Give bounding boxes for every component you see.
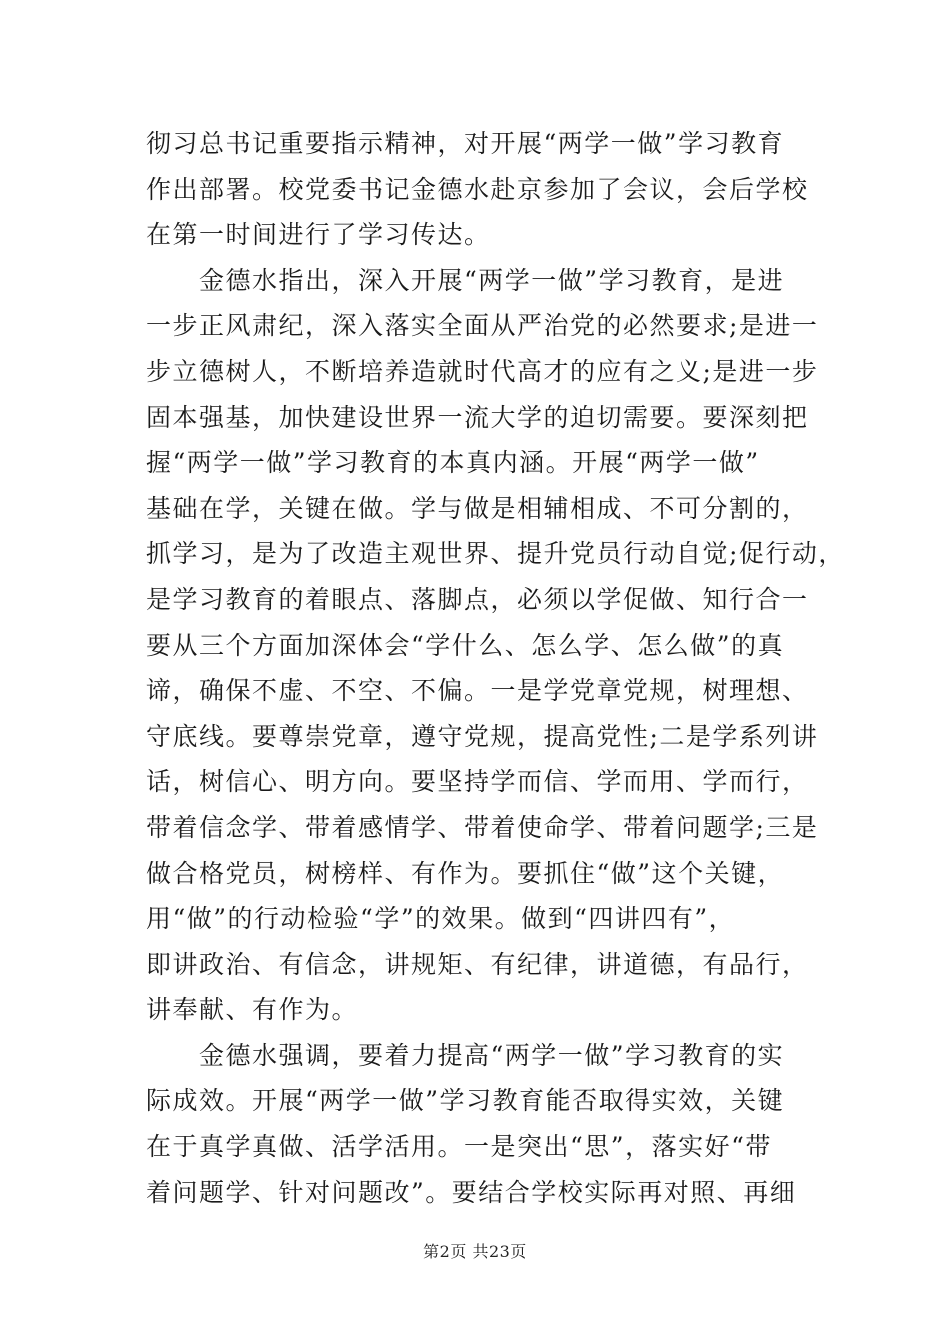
- text-line: 着问题学、针对问题改”。要结合学校实际再对照、再细: [146, 1177, 797, 1207]
- page-footer: [0, 1240, 950, 1264]
- text-line: 际成效。开展“两学一做”学习教育能否取得实效，关键: [146, 1086, 785, 1116]
- text-line: 金德水指出，深入开展“两学一做”学习教育，是进: [146, 265, 785, 295]
- text-line: 在第一时间进行了学习传达。: [146, 220, 491, 250]
- text-line: 谛，确保不虚、不空、不偏。一是学党章党规，树理想、: [146, 676, 809, 706]
- text-line: 即讲政治、有信念，讲规矩、有纪律，讲道德，有品行，: [146, 949, 809, 979]
- text-line: 在于真学真做、活学活用。一是突出“思”，落实好“带: [146, 1132, 772, 1162]
- body-text: [146, 121, 845, 1215]
- text-line: 要从三个方面加深体会“学什么、怎么学、怎么做”的真: [146, 630, 785, 660]
- text-line: 固本强基，加快建设世界一流大学的迫切需要。要深刻把: [146, 402, 809, 432]
- text-line: 握“两学一做”学习教育的本真内涵。开展“两学一做”: [146, 448, 760, 478]
- text-line: 抓学习，是为了改造主观世界、提升党员行动自觉;促行动，: [146, 539, 845, 569]
- text-line: 作出部署。校党委书记金德水赴京参加了会议，会后学校: [146, 174, 809, 204]
- page-number: 第2页 共23页: [423, 1242, 527, 1261]
- text-line: 步立德树人，不断培养造就时代高才的应有之义;是进一步: [146, 356, 819, 386]
- text-line: 金德水强调，要着力提高“两学一做”学习教育的实: [146, 1040, 785, 1070]
- text-line: 带着信念学、带着感情学、带着使命学、带着问题学;三是: [146, 812, 819, 842]
- text-line: 是学习教育的着眼点、落脚点，必须以学促做、知行合一: [146, 584, 809, 614]
- text-line: 基础在学，关键在做。学与做是相辅相成、不可分割的，: [146, 493, 809, 523]
- text-line: 话，树信心、明方向。要坚持学而信、学而用、学而行，: [146, 767, 809, 797]
- text-line: 讲奉献、有作为。: [146, 995, 359, 1025]
- text-line: 守底线。要尊崇党章，遵守党规，提高党性;二是学系列讲: [146, 721, 819, 751]
- text-line: 用“做”的行动检验“学”的效果。做到“四讲四有”，: [146, 904, 736, 934]
- text-line: 做合格党员，树榜样、有作为。要抓住“做”这个关键，: [146, 858, 785, 888]
- text-line: 一步正风肃纪，深入落实全面从严治党的必然要求;是进一: [146, 311, 819, 341]
- text-line: 彻习总书记重要指示精神，对开展“两学一做”学习教育: [146, 129, 785, 158]
